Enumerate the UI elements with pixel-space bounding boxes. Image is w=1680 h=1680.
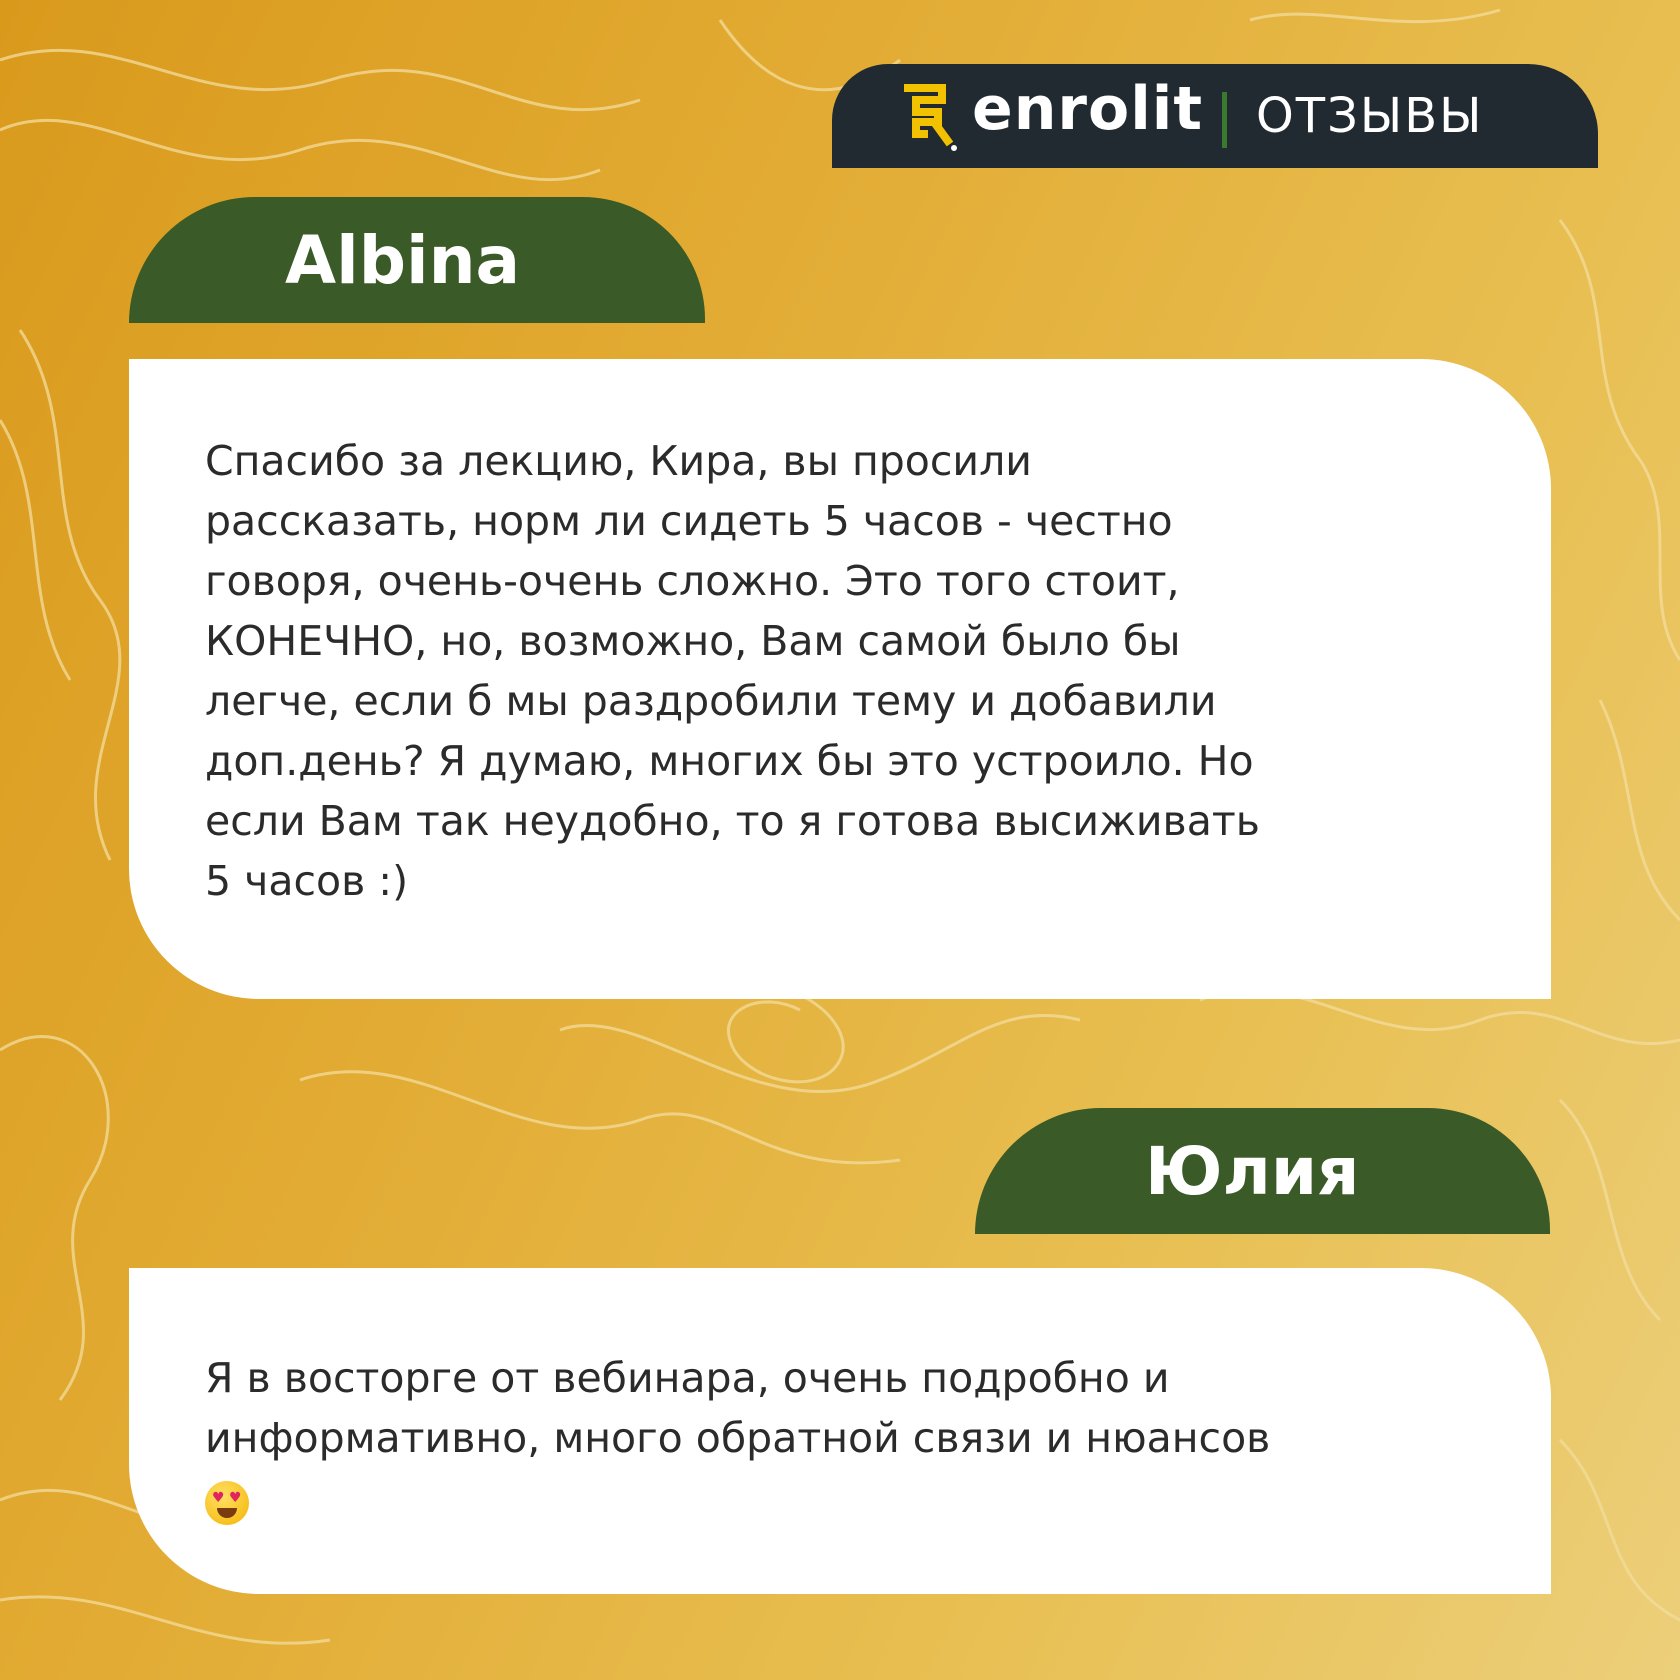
reviewer-name-tab	[975, 1108, 1550, 1234]
review-card	[129, 1268, 1551, 1594]
reviewer-name: Юлия	[1145, 1132, 1360, 1210]
review-text-line: легче, если б мы раздробили тему и добавили	[205, 677, 1217, 725]
reviewer-name: Albina	[285, 221, 521, 299]
section-title: ОТЗЫВЫ	[1256, 88, 1484, 144]
review-text-line: КОНЕЧНО, но, возможно, Вам самой было бы	[205, 617, 1181, 665]
brand-name: enrolit	[972, 74, 1204, 144]
review-text-line: говоря, очень-очень сложно. Это того стоит,	[205, 557, 1180, 605]
review-text-line: если Вам так неудобно, то я готова высиживать	[205, 797, 1260, 845]
reviewer-name-tab	[129, 197, 705, 323]
heart-eyes-emoji-icon: ♥ ♥	[205, 1481, 249, 1525]
header-banner	[832, 64, 1598, 168]
review-text-line: 5 часов :)	[205, 857, 409, 905]
review-text-line: Спасибо за лекцию, Кира, вы просили	[205, 437, 1032, 485]
review-text-line: Я в восторге от вебинара, очень подробно и	[205, 1354, 1170, 1402]
review-text-line: рассказать, норм ли сидеть 5 часов - честно	[205, 497, 1173, 545]
review-text-line: доп.день? Я думаю, многих бы это устроило. Но	[205, 737, 1254, 785]
enrolit-logo-icon	[898, 82, 958, 152]
review-card	[129, 359, 1551, 999]
review-text-line: информативно, много обратной связи и нюансов	[205, 1414, 1271, 1462]
header-divider	[1222, 92, 1227, 148]
